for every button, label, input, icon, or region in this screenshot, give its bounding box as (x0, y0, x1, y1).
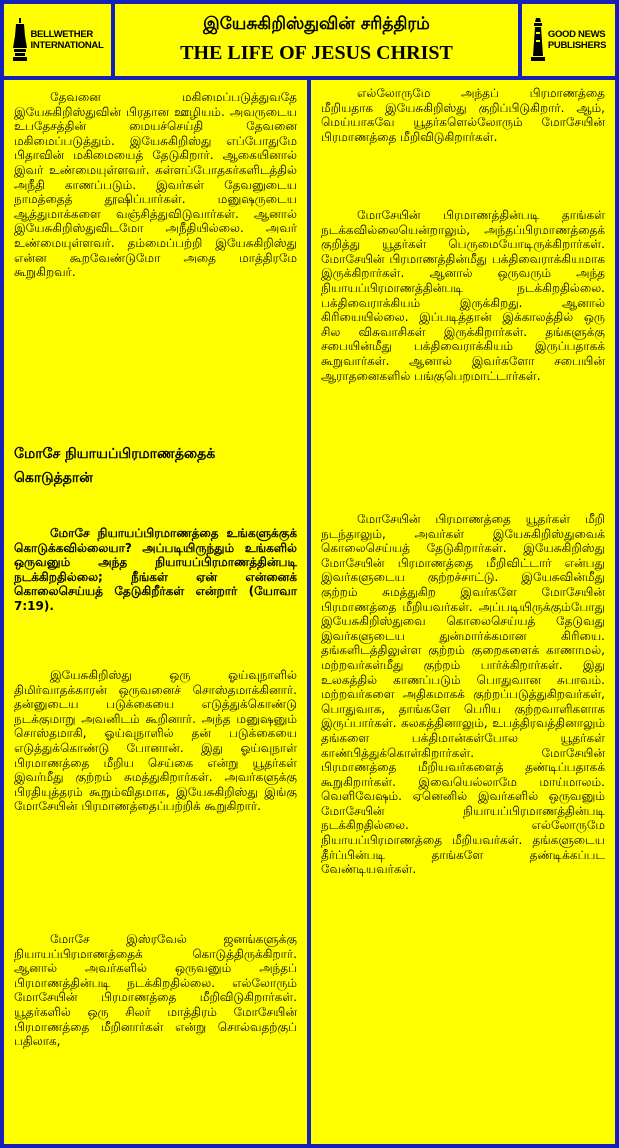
paragraph: எல்லோருமே அந்தப் பிரமாணத்தை மீறியதாக இயேசுகிறிஸ்து குறிப்பிடுகிறார். ஆம், மெய்யாகவே யூதர்களெல்லோரும் மோசேயின் பிரமாணத்தை மீறிவிடுகிறார்கள். (321, 86, 605, 144)
section-heading: மோசே நியாயப்பிரமாணத்தைக் கொடுத்தான் (14, 446, 216, 486)
title-tamil: இயேசுகிறிஸ்துவின் சரித்திரம் (203, 14, 430, 34)
title-banner (115, 4, 518, 76)
good-news-logo (522, 4, 615, 76)
scripture-quote: மோசே நியாயப்பிரமாணத்தை உங்களுக்குக் கொடுக்கவில்லையா? அப்படியிருந்தும் உங்களில் ஒருவனும் அந்த நியாயப்பிரமாணத்தின்படி நடக்கிறதில்லை; நீங்கள் ஏன் என்னைக் கொலைசெய்யத் தேடுகிறீர்கள் என்றார் (யோவா 7:19). (14, 526, 297, 613)
paragraph: மோசேயின் பிரமாணத்தை யூதர்கள் மீறி நடந்தாலும், அவர்கள் இயேசுகிறிஸ்துவைக் கொலைசெய்யத் தேடுகிறார்கள். இயேசுகிறிஸ்து மோசேயின் பிரமாணத்தை மீறிவிட்டார் என்பது இவர்களுடைய குற்றச்சாட்டு. இயேசுவின்மீது குற்றம் சுமத்துகிற இவர்களே மோசேயின் பிரமாணத்தை மீறியவர்கள். அப்படியிருக்கும்போது இயேசுகிறிஸ்துவை கொலைசெய்யத் தேடுவது இவர்களுடைய துன்மார்க்கமான கிரியை. தங்களிடத்திலுள்ள குற்றம் குறைகளைக் காணாமல், மற்றவர்கள்மீது குற்றம் பார்க்கிறார்கள். இது உலகத்தில் காணப்படும் பொதுவான சுபாவம். மற்றவர்களை அதிகமாகக் குற்றப்படுத்துகிறவர்கள், பொதுவாக, தாங்களே பெரிய குற்றவாளிகளாக இருப்பார்கள். கலகத்தினாலும், உபத்திரவத்தினாலும் தங்களை பக்திமான்கள்போல யூதர்கள் காண்பித்துக்கொள்கிறார்கள். மோசேயின் பிரமாணத்தை மீறியவர்களைத் தண்டிப்பதாகக் கூறுகிறார்கள். இவையெல்லாமே மாய்மாலம். வெளிவேஷம். ஏனெனில் இவர்களில் ஒருவனும் மோசேயின் நியாயப்பிரமாணத்தின்படி நடக்கிறதில்லை. எல்லோருமே நியாயப்பிரமாணத்தை மீறியவர்கள். தங்களுடைய தீர்ப்பின்படி தாங்களே தண்டிக்கப்பட வேண்டியவர்கள். (321, 512, 605, 877)
right-column (311, 80, 615, 1144)
left-column (4, 80, 307, 1144)
bellwether-logo (4, 4, 111, 76)
bell-icon (12, 18, 28, 62)
paragraph: தேவனை மகிமைப்படுத்துவதே இயேசுகிறிஸ்துவின் பிரதான ஊழியம். அவருடைய உபதேசத்தின் மையச்செய்தி தேவனை மகிமைப்படுத்தும். இயேசுகிறிஸ்து எப்போதுமே பிதாவின் மகிமையைத் தேடுகிறார். ஆகையினால் இவர் உண்மையுள்ளவர். கள்ளப்போதகர்களிடத்தில் அநீதி காணப்படும். இவர்கள் தேவனுடைய நாமத்தைத் தூஷிப்பார்கள். மனுஷருடைய ஆத்துமாக்களை வஞ்சித்துவிடுவார்கள். ஆனால் இயேசுகிறிஸ்துவிடமோ அநீதியில்லை. அவர் உண்மையுள்ளவர். தம்மைப்பற்றி இயேசுகிறிஸ்து என்ன கூறவேண்டுமோ அதை மாத்திரமே கூறுகிறவர். (14, 90, 297, 280)
paragraph: மோசேயின் பிரமாணத்தின்படி தாங்கள் நடக்கவில்லையென்றாலும், அந்தப்பிரமாணத்தைக் குறித்து யூதர்கள் பெருமையோடிருக்கிறார்கள். மோசேயின் பிரமாணத்தின்மீது பக்திவைராக்கியமாக இருக்கிறார்கள். ஆனால் ஒருவரும் அந்த நியாயப்பிரமாணத்தின்படி நடக்கிறதில்லை. பக்திவைராக்கியம் இருக்கிறது. ஆனால் கிரியையில்லை. இப்படித்தான் இக்காலத்தில் ஒரு சில விசுவாசிகள் இருக்கிறார்கள். தங்களுக்கு சபையின்மீது பக்திவைராக்கியம் இருப்பதாகக் கூறுவார்கள். ஆனால் இவர்களோ சபையின் ஆராதனைகளில் பங்குபெறமாட்டார்கள். (321, 208, 605, 383)
paragraph: இயேசுகிறிஸ்து ஒரு ஓய்வுநாளில் திமிர்வாதக்காரன் ஒருவனைச் சொஸ்தமாக்கினார். தன்னுடைய படுக்கையை எடுத்துக்கொண்டு நடக்குமாறு அவனிடம் கூறினார். அந்த மனுஷனும் சொஸ்தமாகி, ஓய்வுநாளில் தன் படுக்கையை எடுத்துக்கொண்டு போனான். இது ஓய்வுநாள் பிரமாணத்தை மீறிய செய்கை என்று யூதர்கள் இவர்மீது குற்றம் சுமத்துகிறார்கள். அவர்களுக்கு பிரதியுத்தரம் கூறும்விதமாக, இயேசுகிறிஸ்து இங்கு மோசேயின் பிரமாணத்தைப்பற்றிக் கூறுகிறார். (14, 668, 297, 814)
bellwether-logo-text: BELLWETHER INTERNATIONAL (30, 29, 104, 51)
title-english: THE LIFE OF JESUS CHRIST (180, 42, 453, 64)
paragraph: மோசே இஸ்ரவேல் ஜனங்களுக்கு நியாயப்பிரமாணத்தைக் கொடுத்திருக்கிறார். ஆனால் அவர்களில் ஒருவனும் அந்தப் பிரமாணத்தின்படி நடக்கிறதில்லை. எல்லோரும் மோசேயின் பிரமாணத்தை மீறிவிடுகிறார்கள். யூதர்களில் ஒரு சிலர் மாத்திரம் மோசேயின் பிரமாணத்தை மீறினார்கள் என்று சொல்வதற்குப் பதிலாக, (14, 932, 297, 1049)
good-news-logo-text: GOOD NEWS PUBLISHERS (547, 29, 607, 51)
lighthouse-icon (531, 18, 545, 62)
